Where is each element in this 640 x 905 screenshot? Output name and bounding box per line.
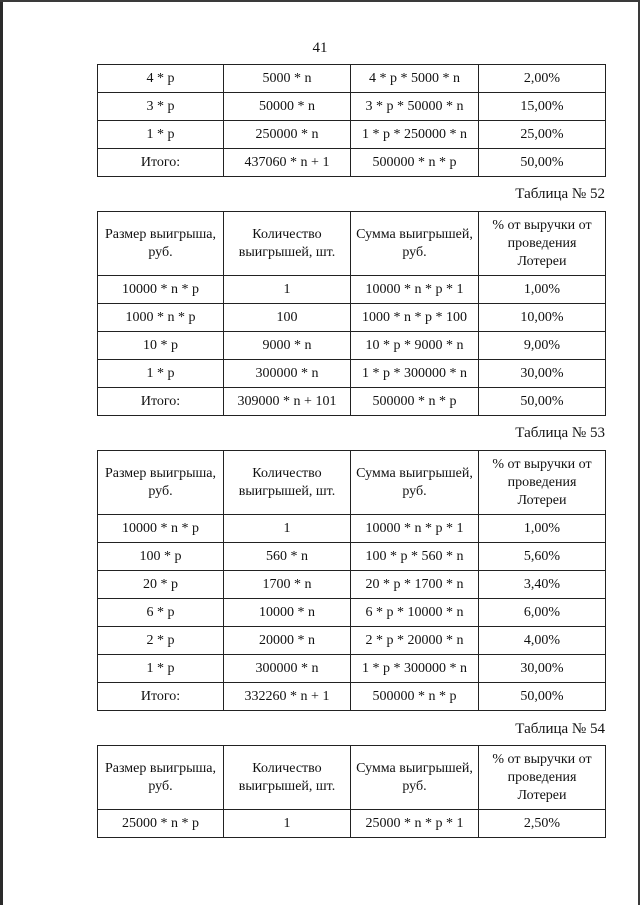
prize-count-cell: 332260 * n + 1	[224, 683, 351, 711]
prize-table-54	[97, 745, 606, 838]
prize-sum-cell: 10000 * n * p * 1	[351, 515, 479, 543]
table-header-row	[98, 746, 606, 810]
prize-size-cell: 1 * p	[98, 121, 224, 149]
prize-count-cell: 1	[224, 276, 351, 304]
prize-count-cell: 300000 * n	[224, 360, 351, 388]
header-revenue-percent: % от выручки от проведения Лотереи	[479, 746, 606, 810]
header-revenue-percent: % от выручки от проведения Лотереи	[479, 212, 606, 276]
header-prize-sum: Сумма выигрышей, руб.	[351, 212, 479, 276]
prize-count-cell: 250000 * n	[224, 121, 351, 149]
prize-size-cell: 1 * p	[98, 655, 224, 683]
header-prize-count: Количество выигрышей, шт.	[224, 746, 351, 810]
revenue-percent-cell: 1,00%	[479, 515, 606, 543]
prize-count-cell: 1700 * n	[224, 571, 351, 599]
revenue-percent-cell: 1,00%	[479, 276, 606, 304]
prize-sum-cell: 4 * p * 5000 * n	[351, 65, 479, 93]
table-row	[98, 65, 606, 93]
total-row	[98, 149, 606, 177]
revenue-percent-cell: 2,50%	[479, 810, 606, 838]
prize-size-cell: 2 * p	[98, 627, 224, 655]
prize-sum-cell: 500000 * n * p	[351, 388, 479, 416]
total-label-cell: Итого:	[98, 683, 224, 711]
header-prize-sum: Сумма выигрышей, руб.	[351, 746, 479, 810]
table-row	[98, 655, 606, 683]
revenue-percent-cell: 25,00%	[479, 121, 606, 149]
table-row	[98, 121, 606, 149]
total-row	[98, 388, 606, 416]
scan-edge-left	[0, 0, 3, 905]
prize-sum-cell: 10000 * n * p * 1	[351, 276, 479, 304]
table-row	[98, 543, 606, 571]
prize-count-cell: 1	[224, 515, 351, 543]
prize-size-cell: 6 * p	[98, 599, 224, 627]
prize-table-52	[97, 211, 606, 416]
revenue-percent-cell: 9,00%	[479, 332, 606, 360]
prize-count-cell: 20000 * n	[224, 627, 351, 655]
header-prize-size: Размер выигрыша, руб.	[98, 212, 224, 276]
prize-sum-cell: 1000 * n * p * 100	[351, 304, 479, 332]
prize-sum-cell: 3 * p * 50000 * n	[351, 93, 479, 121]
prize-size-cell: 25000 * n * p	[98, 810, 224, 838]
table-53-caption: Таблица № 53	[515, 425, 605, 441]
prize-count-cell: 10000 * n	[224, 599, 351, 627]
prize-count-cell: 309000 * n + 101	[224, 388, 351, 416]
revenue-percent-cell: 50,00%	[479, 149, 606, 177]
table-row	[98, 515, 606, 543]
table-row	[98, 93, 606, 121]
table-row	[98, 360, 606, 388]
revenue-percent-cell: 4,00%	[479, 627, 606, 655]
revenue-percent-cell: 30,00%	[479, 655, 606, 683]
prize-sum-cell: 25000 * n * p * 1	[351, 810, 479, 838]
prize-table-53	[97, 450, 606, 711]
header-prize-size: Размер выигрыша, руб.	[98, 746, 224, 810]
prize-size-cell: 4 * p	[98, 65, 224, 93]
prize-count-cell: 560 * n	[224, 543, 351, 571]
prize-size-cell: 1 * p	[98, 360, 224, 388]
prize-count-cell: 437060 * n + 1	[224, 149, 351, 177]
prize-count-cell: 1	[224, 810, 351, 838]
page-number: 41	[312, 40, 328, 56]
prize-count-cell: 9000 * n	[224, 332, 351, 360]
prize-size-cell: 100 * p	[98, 543, 224, 571]
prize-sum-cell: 1 * p * 250000 * n	[351, 121, 479, 149]
prize-size-cell: 3 * p	[98, 93, 224, 121]
header-prize-sum: Сумма выигрышей, руб.	[351, 451, 479, 515]
prize-count-cell: 50000 * n	[224, 93, 351, 121]
prize-sum-cell: 500000 * n * p	[351, 149, 479, 177]
revenue-percent-cell: 30,00%	[479, 360, 606, 388]
prize-count-cell: 100	[224, 304, 351, 332]
total-label-cell: Итого:	[98, 149, 224, 177]
table-row	[98, 571, 606, 599]
prize-sum-cell: 100 * p * 560 * n	[351, 543, 479, 571]
header-prize-size: Размер выигрыша, руб.	[98, 451, 224, 515]
table-header-row	[98, 212, 606, 276]
scan-edge-top	[0, 0, 640, 2]
header-prize-count: Количество выигрышей, шт.	[224, 212, 351, 276]
revenue-percent-cell: 5,60%	[479, 543, 606, 571]
revenue-percent-cell: 50,00%	[479, 683, 606, 711]
prize-count-cell: 5000 * n	[224, 65, 351, 93]
prize-sum-cell: 500000 * n * p	[351, 683, 479, 711]
table-row	[98, 810, 606, 838]
table-row	[98, 276, 606, 304]
prize-size-cell: 1000 * n * p	[98, 304, 224, 332]
total-label-cell: Итого:	[98, 388, 224, 416]
table-52-caption: Таблица № 52	[515, 186, 605, 202]
header-prize-count: Количество выигрышей, шт.	[224, 451, 351, 515]
header-revenue-percent: % от выручки от проведения Лотереи	[479, 451, 606, 515]
revenue-percent-cell: 2,00%	[479, 65, 606, 93]
prize-sum-cell: 20 * p * 1700 * n	[351, 571, 479, 599]
prize-count-cell: 300000 * n	[224, 655, 351, 683]
revenue-percent-cell: 10,00%	[479, 304, 606, 332]
prize-sum-cell: 1 * p * 300000 * n	[351, 655, 479, 683]
table-row	[98, 304, 606, 332]
prize-size-cell: 20 * p	[98, 571, 224, 599]
table-header-row	[98, 451, 606, 515]
prize-sum-cell: 2 * p * 20000 * n	[351, 627, 479, 655]
revenue-percent-cell: 6,00%	[479, 599, 606, 627]
table-row	[98, 332, 606, 360]
table-row	[98, 627, 606, 655]
revenue-percent-cell: 15,00%	[479, 93, 606, 121]
prize-sum-cell: 10 * p * 9000 * n	[351, 332, 479, 360]
table-row	[98, 599, 606, 627]
prize-table-continued	[97, 64, 606, 177]
revenue-percent-cell: 3,40%	[479, 571, 606, 599]
prize-size-cell: 10000 * n * p	[98, 515, 224, 543]
table-54-caption: Таблица № 54	[515, 721, 605, 737]
revenue-percent-cell: 50,00%	[479, 388, 606, 416]
prize-sum-cell: 6 * p * 10000 * n	[351, 599, 479, 627]
prize-size-cell: 10000 * n * p	[98, 276, 224, 304]
prize-size-cell: 10 * p	[98, 332, 224, 360]
prize-sum-cell: 1 * p * 300000 * n	[351, 360, 479, 388]
total-row	[98, 683, 606, 711]
